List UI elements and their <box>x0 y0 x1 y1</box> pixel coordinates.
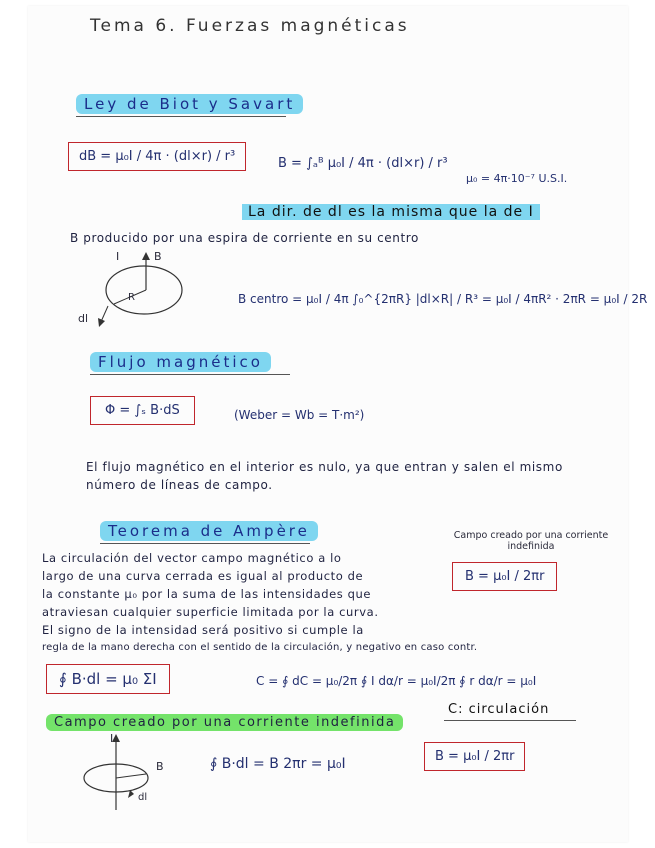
heading-underline <box>100 543 310 544</box>
ampere-text-line-6: regla de la mano derecha con el sentido de la circulación, y negativo en caso contr. <box>42 642 478 653</box>
ampere-text-line-4: atraviesan cualquier superficie limitada por la curva. <box>42 605 379 619</box>
notes-page <box>28 6 648 842</box>
biot-savart-integral-formula: B = ∫ₐᴮ μ₀I / 4π · (dl×r) / r³ <box>278 156 448 171</box>
indefinida-formula: ∮ B·dl = B 2πr = μ₀I <box>210 756 346 772</box>
ampere-boxed-law: ∮ B·dl = μ₀ ΣI <box>46 664 170 694</box>
ampere-heading: Teorema de Ampère <box>100 521 318 541</box>
indefinida-result: B = μ₀I / 2πr <box>424 742 525 771</box>
ampere-side-note: Campo creado por una corriente indefinida <box>453 530 609 552</box>
ampere-text-line-5: El signo de la intensidad será positivo si cumple la <box>42 623 364 637</box>
espira-caption: B producido por una espira de corriente en su centro <box>70 231 419 245</box>
circulation-label: C: circulación <box>448 702 550 717</box>
ampere-side-formula: B = μ₀I / 2πr <box>452 562 557 591</box>
circulation-label-underline <box>444 720 576 721</box>
indefinida-label-dl: dl <box>138 792 148 803</box>
page-title: Tema 6. Fuerzas magnéticas <box>90 16 410 36</box>
biot-savart-heading: Ley de Biot y Savart <box>76 94 303 114</box>
espira-label-i: I <box>116 250 120 263</box>
circulation-formula: C = ∮ dC = μ₀/2π ∮ I dα/r = μ₀I/2π ∮ r dα/r = μ₀I <box>256 674 537 688</box>
ampere-text-line-1: La circulación del vector campo magnético a lo <box>42 551 342 565</box>
espira-label-r: R <box>128 292 135 303</box>
flujo-boxed-formula: Φ = ∫ₛ B·dS <box>90 396 195 425</box>
mu0-value: μ₀ = 4π·10⁻⁷ U.S.I. <box>466 172 568 185</box>
flujo-heading: Flujo magnético <box>90 352 271 372</box>
direction-note: La dir. de dl es la misma que la de I <box>242 204 540 220</box>
ampere-text-line-3: la constante μ₀ por la suma de las intensidades que <box>42 587 372 601</box>
espira-center-formula: B centro = μ₀I / 4π ∫₀^{2πR} |dl×R| / R³ = μ₀I / 4πR² · 2πR = μ₀I / 2R <box>238 292 648 306</box>
biot-savart-boxed-formula: dB = μ₀I / 4π · (dl×r) / r³ <box>68 142 246 171</box>
indefinida-heading: Campo creado por una corriente indefinida <box>46 714 403 731</box>
espira-label-dl: dl <box>78 312 89 325</box>
heading-underline <box>76 116 286 117</box>
ampere-text-line-2: largo de una curva cerrada es igual al producto de <box>42 569 364 583</box>
espira-label-b: B <box>154 250 162 263</box>
indefinida-label-b: B <box>156 760 164 773</box>
indefinida-label-i: I <box>110 732 114 745</box>
heading-underline <box>90 374 290 375</box>
flujo-text: El flujo magnético en el interior es nulo, ya que entran y salen el mismo número de líneas de campo. <box>86 460 563 492</box>
flujo-units: (Weber = Wb = T·m²) <box>234 408 365 422</box>
